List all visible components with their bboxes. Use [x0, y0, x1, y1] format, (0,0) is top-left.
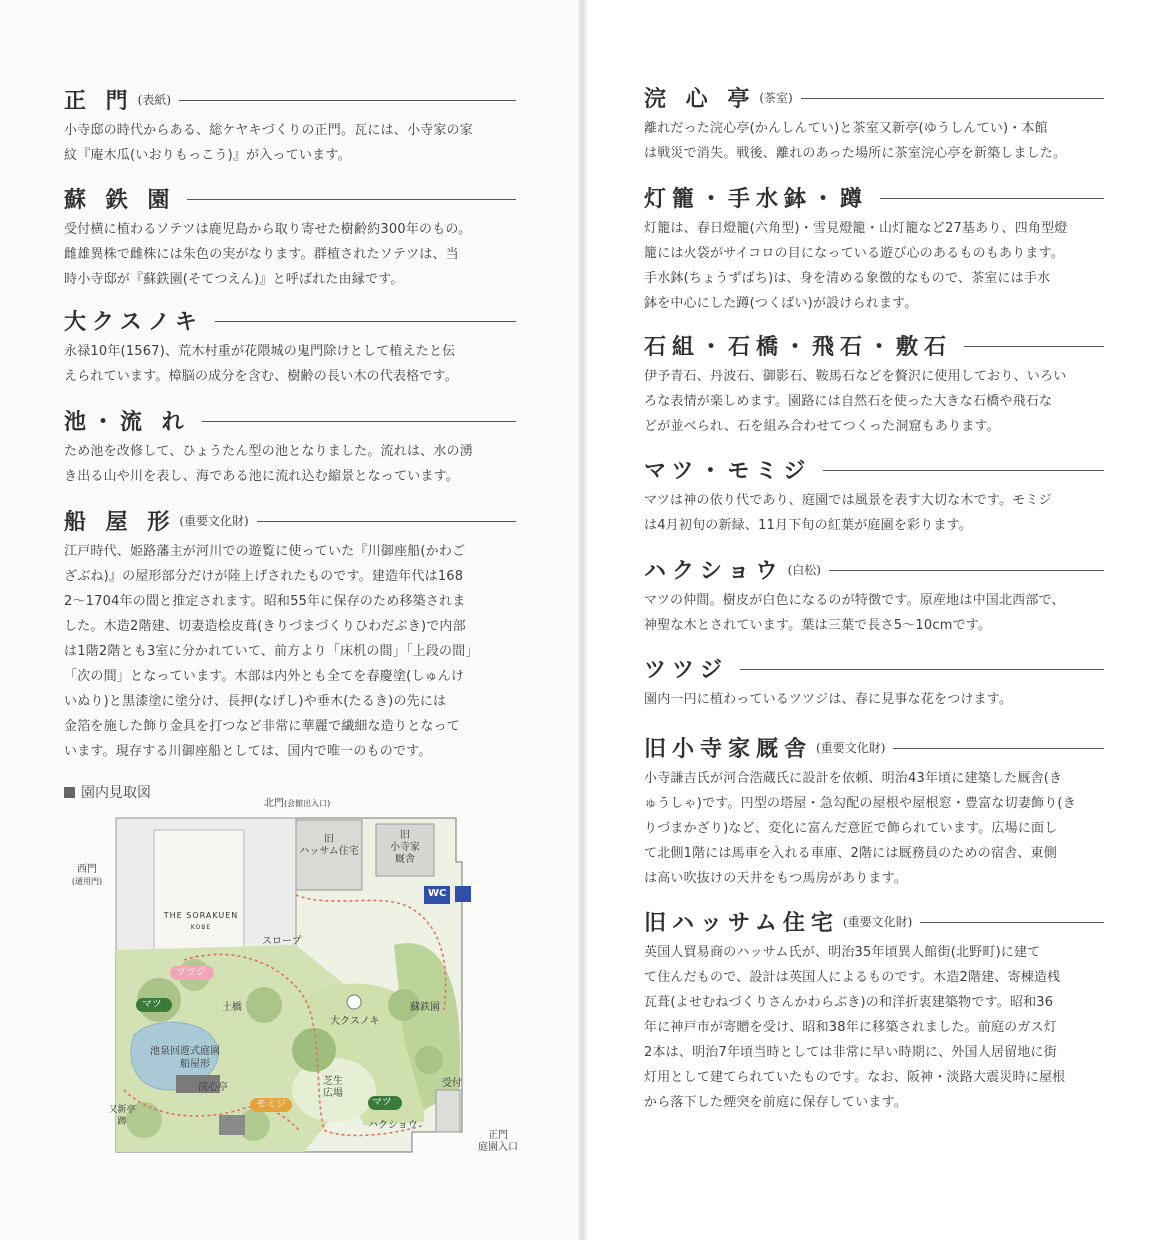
- body-line: は高い吹抜けの天井をもつ馬房があります。: [644, 871, 907, 886]
- map-title: 園内見取図: [81, 785, 151, 801]
- body-line: 受付横に植わるソテツは鹿児島から取り寄せた樹齢約300年のもの。: [64, 222, 472, 237]
- body-line: マツは神の依り代であり、庭園では風景を表す大切な木です。モミジ: [644, 493, 1052, 508]
- body-line: 2本は、明治7年頃当時としては非常に早い時期に、外国人居留地に街: [644, 1045, 1057, 1060]
- kanshintei-label: 浣心亭: [198, 1082, 228, 1093]
- matsu-label-left: マツ: [142, 999, 162, 1010]
- north-gate-label: 北門(会館出入口): [264, 798, 331, 809]
- section-title: 正 門: [64, 87, 134, 114]
- body-line: き出る山や川を表し、海である池に流れ込む縮景となっています。: [64, 469, 459, 484]
- body-line: は1階2階とも3室に分かれていて、前方より「床机の間」「上段の間」: [64, 644, 479, 659]
- funayakata-label: 船屋形: [180, 1059, 210, 1070]
- body-line: ため池を改修して、ひょうたん型の池となりました。流れは、水の湧: [64, 444, 473, 459]
- body-line: 英国人貿易商のハッサム氏が、明治35年頃異人館街(北野町)に建て: [644, 945, 1041, 960]
- section-title: 旧ハッサム住宅: [644, 909, 839, 936]
- body-line: 金箔を施した飾り金具を打つなど非常に華麗で繊細な造りとなって: [64, 719, 461, 734]
- dobashi-label: 土橋: [222, 1002, 242, 1013]
- divider: [964, 346, 1104, 347]
- section-title: 石組・石橋・飛石・敷石: [644, 333, 953, 360]
- body-line: 小寺謙吉氏が河合浩蔵氏に設計を依頼、明治43年頃に建築した厩舎(き: [644, 771, 1063, 786]
- divider: [215, 321, 516, 322]
- wc-label: WC: [428, 888, 447, 899]
- tree: [292, 1028, 336, 1072]
- body-line: います。現存する川御座船としては、国内で唯一のものです。: [64, 744, 432, 759]
- reception-label: 受付: [442, 1078, 462, 1089]
- page-fold: [578, 0, 588, 1240]
- west-gate-label: 西門 (通用門): [71, 864, 103, 886]
- divider: [740, 669, 1104, 670]
- momiji-label: モミジ: [256, 1099, 286, 1110]
- body-line: 小寺邸の時代からある、総ケヤキづくりの正門。瓦には、小寺家の家: [64, 123, 473, 138]
- yushintei-label: 又新亭 蹲: [108, 1105, 136, 1127]
- section-matsu-momiji: [644, 452, 1104, 538]
- body-line: 籠には火袋がサイコロの目になっている遊び心のあるものもあります。: [644, 246, 1064, 261]
- matsu-label-center: マツ: [372, 1097, 392, 1108]
- body-line: 年に神戸市が寄贈を受け、昭和38年に移築されました。前庭のガス灯: [644, 1020, 1057, 1035]
- body-line: 手水鉢(ちょうずばち)は、身を清める象徴的なもので、茶室には手水: [644, 271, 1051, 286]
- divider: [179, 100, 516, 101]
- body-line: から落下した煙突を前庭に保存しています。: [644, 1095, 907, 1110]
- body-line: 紋『庵木瓜(いおりもっこう)』が入っています。: [64, 148, 351, 163]
- body-line: えられています。樟脳の成分を含む、樹齢の長い木の代表格です。: [64, 369, 458, 384]
- section-subtitle: (表紙): [137, 92, 172, 107]
- body-line: 灯籠は、春日燈籠(六角型)・雪見燈籠・山灯籠など27基あり、四角型燈: [644, 221, 1068, 236]
- body-line: て北側1階には馬車を入れる車庫、2階には厩務員のための宿舎、東側: [644, 846, 1057, 861]
- body-line: 時小寺邸が『蘇鉄園(そてつえん)』と呼ばれた由縁です。: [64, 272, 404, 287]
- tree: [246, 987, 282, 1023]
- section-sotetsuen: [64, 181, 516, 292]
- section-hakushou: [644, 552, 1104, 638]
- divider: [823, 470, 1104, 471]
- body-line: 永禄10年(1567)、荒木村重が花隈城の鬼門除けとして植えたと伝: [64, 344, 456, 359]
- main-gate-label: 正門 庭園入口: [478, 1130, 518, 1153]
- garden-style-label: 池泉回遊式庭園: [150, 1046, 220, 1057]
- body-line: 雌雄異株で雌株には朱色の実がなります。群植されたソテツは、当: [64, 247, 459, 262]
- section-subtitle: (重要文化財): [842, 914, 913, 929]
- section-title: 旧小寺家厩舎: [644, 735, 813, 762]
- body-line: 鉢を中心にした蹲(つくばい)が設けられます。: [644, 296, 918, 311]
- body-line: て住んだもので、設計は英国人によるものです。木造2階建、寄棟造桟: [644, 970, 1061, 985]
- body-line: 神聖な木とされています。葉は三葉で長さ5〜10cmです。: [644, 618, 992, 633]
- divider: [829, 570, 1104, 571]
- kusunoki-icon: [347, 995, 361, 1009]
- section-toro: [644, 180, 1104, 316]
- section-title: 浣 心 亭: [644, 85, 756, 112]
- section-ishigumi: [644, 328, 1104, 439]
- hassam-label: 旧 ハッサム住宅: [299, 834, 359, 857]
- section-hassam: [644, 904, 1104, 1115]
- reception-building: [436, 1090, 460, 1132]
- section-title: 蘇 鉄 園: [64, 186, 176, 213]
- section-title: ハクショウ: [644, 557, 784, 584]
- section-subtitle: (重要文化財): [179, 513, 249, 528]
- section-subtitle: (茶室): [759, 90, 793, 105]
- section-funayakata: [64, 503, 516, 764]
- tree: [415, 1046, 443, 1074]
- section-seimon: [64, 82, 516, 168]
- body-line: 伊予青石、丹波石、御影石、鞍馬石などを贅沢に使用しており、いろい: [644, 369, 1067, 384]
- garden-map: [64, 790, 534, 1170]
- section-subtitle: (重要文化財): [816, 740, 886, 755]
- hakushou-label: ハクショウ: [368, 1120, 418, 1131]
- body-line: 「次の間」となっています。木部は内外とも全てを春慶塗(しゅんけ: [64, 669, 465, 684]
- divider: [920, 922, 1104, 923]
- section-title: 池・流 れ: [64, 408, 190, 435]
- divider: [880, 198, 1104, 199]
- section-title: 船 屋 形: [64, 508, 176, 535]
- divider: [801, 98, 1104, 99]
- body-line: りづまかざり)など、変化に富んだ意匠で飾られています。広場に面し: [644, 821, 1058, 836]
- section-title: 大クスノキ: [64, 308, 203, 335]
- body-line: は戦災で消失。戦後、離れのあった場所に茶室浣心亭を新築しました。: [644, 146, 1067, 161]
- body-line: どが並べられ、石を組み合わせてつくった洞窟もあります。: [644, 419, 1000, 434]
- section-tsutsuji: [644, 651, 1104, 712]
- kusunoki-label: 大クスノキ: [330, 1016, 380, 1027]
- tsutsuji-label: ツツジ: [176, 967, 206, 978]
- slope-label: スロープ: [262, 936, 302, 947]
- stable-label: 旧 小寺家 厩舎: [390, 830, 420, 865]
- body-line: した。木造2階建、切妻造桧皮葺(きりづまづくりひわだぶき)で内部: [64, 619, 466, 634]
- section-kanshintei: [644, 80, 1104, 166]
- shibafu-label: 芝生 広場: [323, 1076, 343, 1099]
- body-line: 灯用として建てられていたものです。なお、阪神・淡路大震災時に屋根: [644, 1070, 1066, 1085]
- divider: [257, 521, 516, 522]
- section-ike-nagare: [64, 403, 516, 489]
- body-line: 園内一円に植わっているツツジは、春に見事な花をつけます。: [644, 692, 1013, 707]
- section-subtitle: (白松): [787, 562, 821, 577]
- kanshintei-building: [219, 1115, 245, 1135]
- body-line: いぬり)と黒漆塗に塗分け、長押(なげし)や垂木(たるき)の先には: [64, 694, 447, 709]
- section-title: 灯籠・手水鉢・蹲: [644, 185, 869, 212]
- body-line: ゅうしゃ)です。円型の塔屋・急勾配の屋根や屋根窓・豊富な切妻飾り(き: [644, 796, 1076, 811]
- section-title: マツ・モミジ: [644, 457, 812, 484]
- hotel-label: THE SORAKUEN KOBE: [163, 911, 239, 931]
- divider: [202, 421, 516, 422]
- section-kodera-stable: [644, 730, 1104, 891]
- body-line: 江戸時代、姫路藩主が河川での遊覧に使っていた『川御座船(かわご: [64, 544, 466, 559]
- section-kusunoki: [64, 303, 516, 389]
- section-title: ツツジ: [644, 656, 729, 683]
- body-line: 瓦葺(よせむねづくりさんかわらぶき)の和洋折衷建築物です。昭和36: [644, 995, 1054, 1010]
- body-line: 離れだった浣心亭(かんしんてい)と茶室又新亭(ゆうしんてい)・本館: [644, 121, 1048, 136]
- body-line: は4月初旬の新緑、11月下旬の紅葉が庭園を彩ります。: [644, 518, 972, 533]
- accessible-icon: [455, 886, 471, 902]
- body-line: 2〜1704年の間と推定されます。昭和55年に保存のため移築されま: [64, 594, 466, 609]
- divider: [187, 199, 516, 200]
- body-line: ろな表情が楽しめます。園路には自然石を使った大きな石橋や飛石な: [644, 394, 1053, 409]
- body-line: マツの仲間。樹皮が白色になるのが特徴です。原産地は中国北西部で、: [644, 593, 1065, 608]
- sotetsuen-label: 蘇鉄園: [410, 1002, 440, 1013]
- divider: [893, 748, 1104, 749]
- body-line: ざぶね)』の屋形部分だけが陸上げされたものです。建造年代は168: [64, 569, 464, 584]
